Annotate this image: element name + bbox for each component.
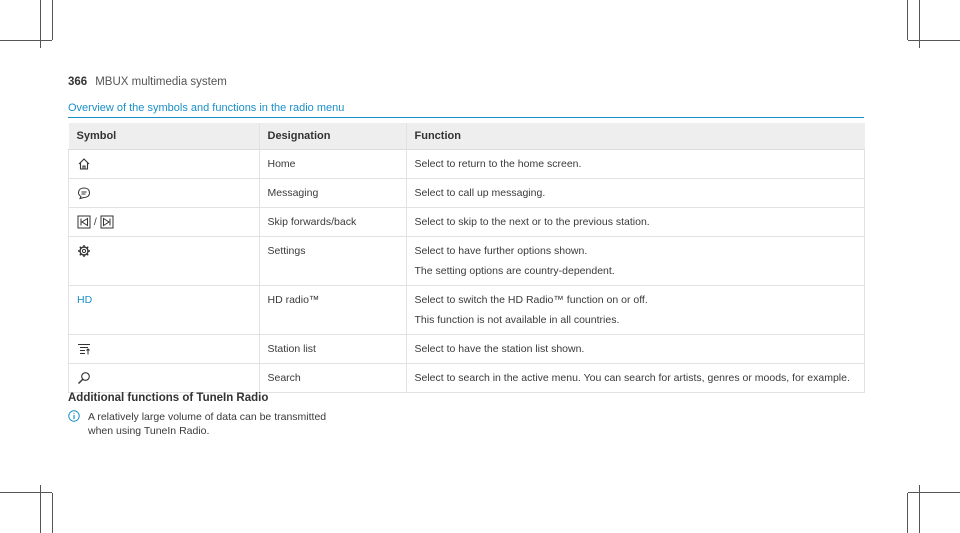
function-text: Select to return to the home screen.	[414, 158, 582, 170]
function-text: Select to switch the HD Radio™ function on or off.	[414, 294, 648, 306]
symbol-cell	[69, 208, 260, 237]
designation-cell: Station list	[259, 335, 406, 364]
crop-mark	[0, 492, 52, 493]
station-list-icon	[77, 342, 91, 356]
table-header-row	[69, 123, 865, 150]
symbol-cell	[69, 179, 260, 208]
function-cell	[406, 150, 865, 179]
function-note: The setting options are country-dependent.	[414, 265, 615, 277]
column-header-designation: Designation	[259, 123, 406, 150]
function-text: Select to call up messaging.	[414, 187, 546, 199]
info-note	[68, 410, 348, 438]
designation-cell: Messaging	[259, 179, 406, 208]
column-header-symbol: Symbol	[69, 123, 260, 150]
column-header-function: Function	[406, 123, 865, 150]
function-text: Select to search in the active menu. You can search for artists, genres or moods, for example.	[414, 372, 850, 384]
symbol-cell	[69, 237, 260, 286]
function-cell	[406, 237, 865, 286]
symbol-cell	[69, 364, 260, 393]
symbol-cell	[69, 286, 260, 335]
home-icon	[77, 157, 91, 171]
table-row	[69, 237, 865, 286]
skip-forward-icon	[100, 215, 114, 229]
info-icon	[68, 410, 80, 422]
function-note: This function is not available in all countries.	[414, 314, 620, 326]
additional-functions-heading: Additional functions of TuneIn Radio	[68, 392, 269, 404]
section-title: Overview of the symbols and functions in the radio menu	[68, 102, 864, 118]
page-number: 366	[68, 76, 88, 88]
crop-mark	[908, 40, 960, 41]
function-cell	[406, 364, 865, 393]
function-cell	[406, 286, 865, 335]
hd-symbol: HD	[77, 294, 93, 306]
crop-mark	[0, 40, 52, 41]
symbol-cell	[69, 150, 260, 179]
crop-mark	[907, 493, 908, 533]
crop-mark	[907, 0, 908, 40]
table-row	[69, 208, 865, 237]
function-cell	[406, 335, 865, 364]
table-row	[69, 286, 865, 335]
table-row	[69, 364, 865, 393]
gear-icon	[77, 244, 91, 258]
crop-mark	[908, 492, 960, 493]
table-row	[69, 335, 865, 364]
function-cell	[406, 179, 865, 208]
designation-cell: HD radio™	[259, 286, 406, 335]
designation-cell: Search	[259, 364, 406, 393]
info-note-text: A relatively large volume of data can be transmitted when using TuneIn Radio.	[88, 411, 327, 437]
skip-back-icon	[77, 215, 91, 229]
crop-mark	[52, 0, 53, 40]
designation-cell: Settings	[259, 237, 406, 286]
search-icon	[77, 371, 91, 385]
page-header-title: MBUX multimedia system	[95, 76, 227, 88]
symbols-table	[68, 123, 865, 393]
symbol-cell	[69, 335, 260, 364]
function-text: Select to skip to the next or to the previous station.	[414, 216, 650, 228]
page-header	[68, 76, 227, 88]
skip-separator: /	[93, 216, 97, 228]
crop-mark	[52, 493, 53, 533]
table-row	[69, 179, 865, 208]
designation-cell: Skip forwards/back	[259, 208, 406, 237]
function-cell	[406, 208, 865, 237]
table-row	[69, 150, 865, 179]
function-text: Select to have the station list shown.	[414, 343, 585, 355]
designation-cell: Home	[259, 150, 406, 179]
function-text: Select to have further options shown.	[414, 245, 588, 257]
messaging-icon	[77, 186, 91, 200]
